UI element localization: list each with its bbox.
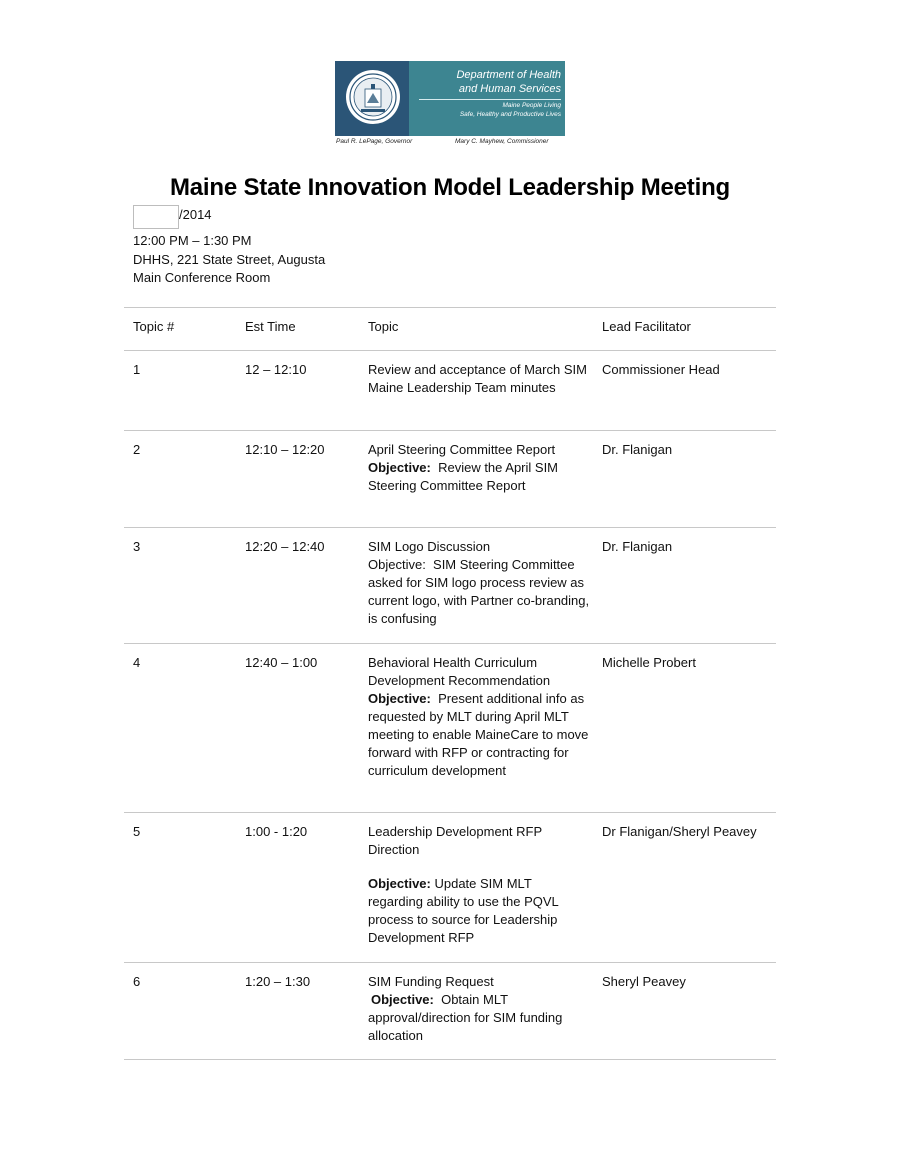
objective-label: Objective: — [368, 460, 431, 475]
row-topic: SIM Logo Discussion — [368, 539, 491, 554]
logo-divider — [419, 99, 561, 100]
logo-commissioner: Mary C. Mayhew, Commissioner — [455, 138, 549, 145]
objective-label: Objective: — [368, 876, 431, 891]
row-lead-facilitator: Dr Flanigan/Sheryl Peavey — [602, 824, 757, 839]
row-topic-num: 1 — [133, 362, 141, 377]
row-topic-num: 6 — [133, 974, 141, 989]
row-lead-facilitator: Commissioner Head — [602, 362, 720, 377]
objective-text: Update SIM MLT regarding ability to use the PQVL process to source for Leadership Development RFP — [368, 876, 562, 945]
row-topic-num: 3 — [133, 539, 141, 554]
page-title: Maine State Innovation Model Leadership Meeting — [169, 174, 730, 201]
header-topic: Topic — [368, 319, 399, 334]
objective-label: Objective: — [368, 691, 431, 706]
row-est-time: 12:20 – 12:40 — [245, 539, 325, 554]
table-row — [124, 812, 776, 962]
table-row — [124, 430, 776, 527]
meeting-room: Main Conference Room — [133, 270, 271, 285]
row-objective — [368, 690, 593, 780]
table-row — [124, 527, 776, 643]
row-topic-cell — [368, 441, 590, 495]
objective-text: Obtain MLT approval/direction for SIM funding allocation — [368, 992, 567, 1043]
objective-text: Present additional info as requested by MLT during April MLT meeting to enable MaineCare to move forward with RFP or contracting for curriculum development — [368, 691, 593, 778]
row-topic: April Steering Committee Report — [368, 442, 556, 457]
header-topic-num: Topic # — [133, 319, 175, 334]
objective-label: Objective: — [371, 992, 434, 1007]
row-est-time: 1:00 - 1:20 — [245, 824, 308, 839]
date-field[interactable] — [133, 205, 179, 229]
meeting-time: 12:00 PM – 1:30 PM — [133, 233, 252, 248]
row-objective — [368, 991, 590, 1045]
logo-tag-line-2: Safe, Healthy and Productive Lives — [459, 110, 561, 118]
logo-seal-panel — [335, 61, 409, 136]
row-lead-facilitator: Dr. Flanigan — [602, 442, 673, 457]
row-objective — [368, 875, 590, 947]
row-objective — [368, 459, 590, 495]
row-objective: Objective: SIM Steering Committee asked for SIM logo process review as current logo, with Partner co-branding, is confusing — [368, 557, 593, 626]
row-topic-cell — [368, 538, 593, 628]
meeting-date — [133, 205, 212, 231]
row-topic-num: 4 — [133, 655, 141, 670]
table-row — [124, 643, 776, 812]
logo-dept-line-2: and Human Services — [458, 83, 561, 95]
row-est-time: 12 – 12:10 — [245, 362, 307, 377]
maine-seal-icon — [345, 69, 401, 125]
row-topic-cell — [368, 973, 590, 1045]
header-lead-facilitator: Lead Facilitator — [602, 319, 691, 334]
table-header-row — [124, 307, 776, 350]
logo-tagline — [415, 102, 561, 119]
agenda-table — [124, 307, 776, 1060]
meeting-details — [133, 232, 325, 288]
row-lead-facilitator: Dr. Flanigan — [602, 539, 673, 554]
meeting-location: DHHS, 221 State Street, Augusta — [133, 251, 326, 267]
date-year: /2014 — [179, 207, 212, 222]
logo-dept-line-1: Department of Health — [456, 69, 561, 81]
row-lead-facilitator: Michelle Probert — [602, 655, 696, 670]
row-topic-num: 2 — [133, 442, 141, 457]
row-est-time: 12:10 – 12:20 — [245, 442, 325, 457]
row-topic-cell — [368, 823, 590, 947]
header-est-time: Est Time — [245, 319, 296, 334]
dhhs-logo — [335, 61, 565, 151]
row-topic: Review and acceptance of March SIM Maine Leadership Team minutes — [368, 362, 587, 395]
table-row — [124, 350, 776, 430]
table-row — [124, 962, 776, 1060]
row-est-time: 12:40 – 1:00 — [245, 655, 318, 670]
objective-text: Review the April SIM Steering Committee Report — [368, 460, 562, 493]
logo-governor: Paul R. LePage, Governor — [336, 138, 413, 145]
row-topic-cell — [368, 654, 593, 780]
logo-department-name — [415, 68, 561, 96]
row-topic: Leadership Development RFP Direction — [368, 824, 542, 857]
row-topic: SIM Funding Request — [368, 974, 494, 989]
spacer — [368, 859, 590, 875]
row-lead-facilitator: Sheryl Peavey — [602, 974, 686, 989]
row-topic-num: 5 — [133, 824, 141, 839]
logo-tag-line-1: Maine People Living — [502, 102, 561, 109]
row-est-time: 1:20 – 1:30 — [245, 974, 311, 989]
row-topic: Behavioral Health Curriculum Development Recommendation — [368, 655, 551, 688]
